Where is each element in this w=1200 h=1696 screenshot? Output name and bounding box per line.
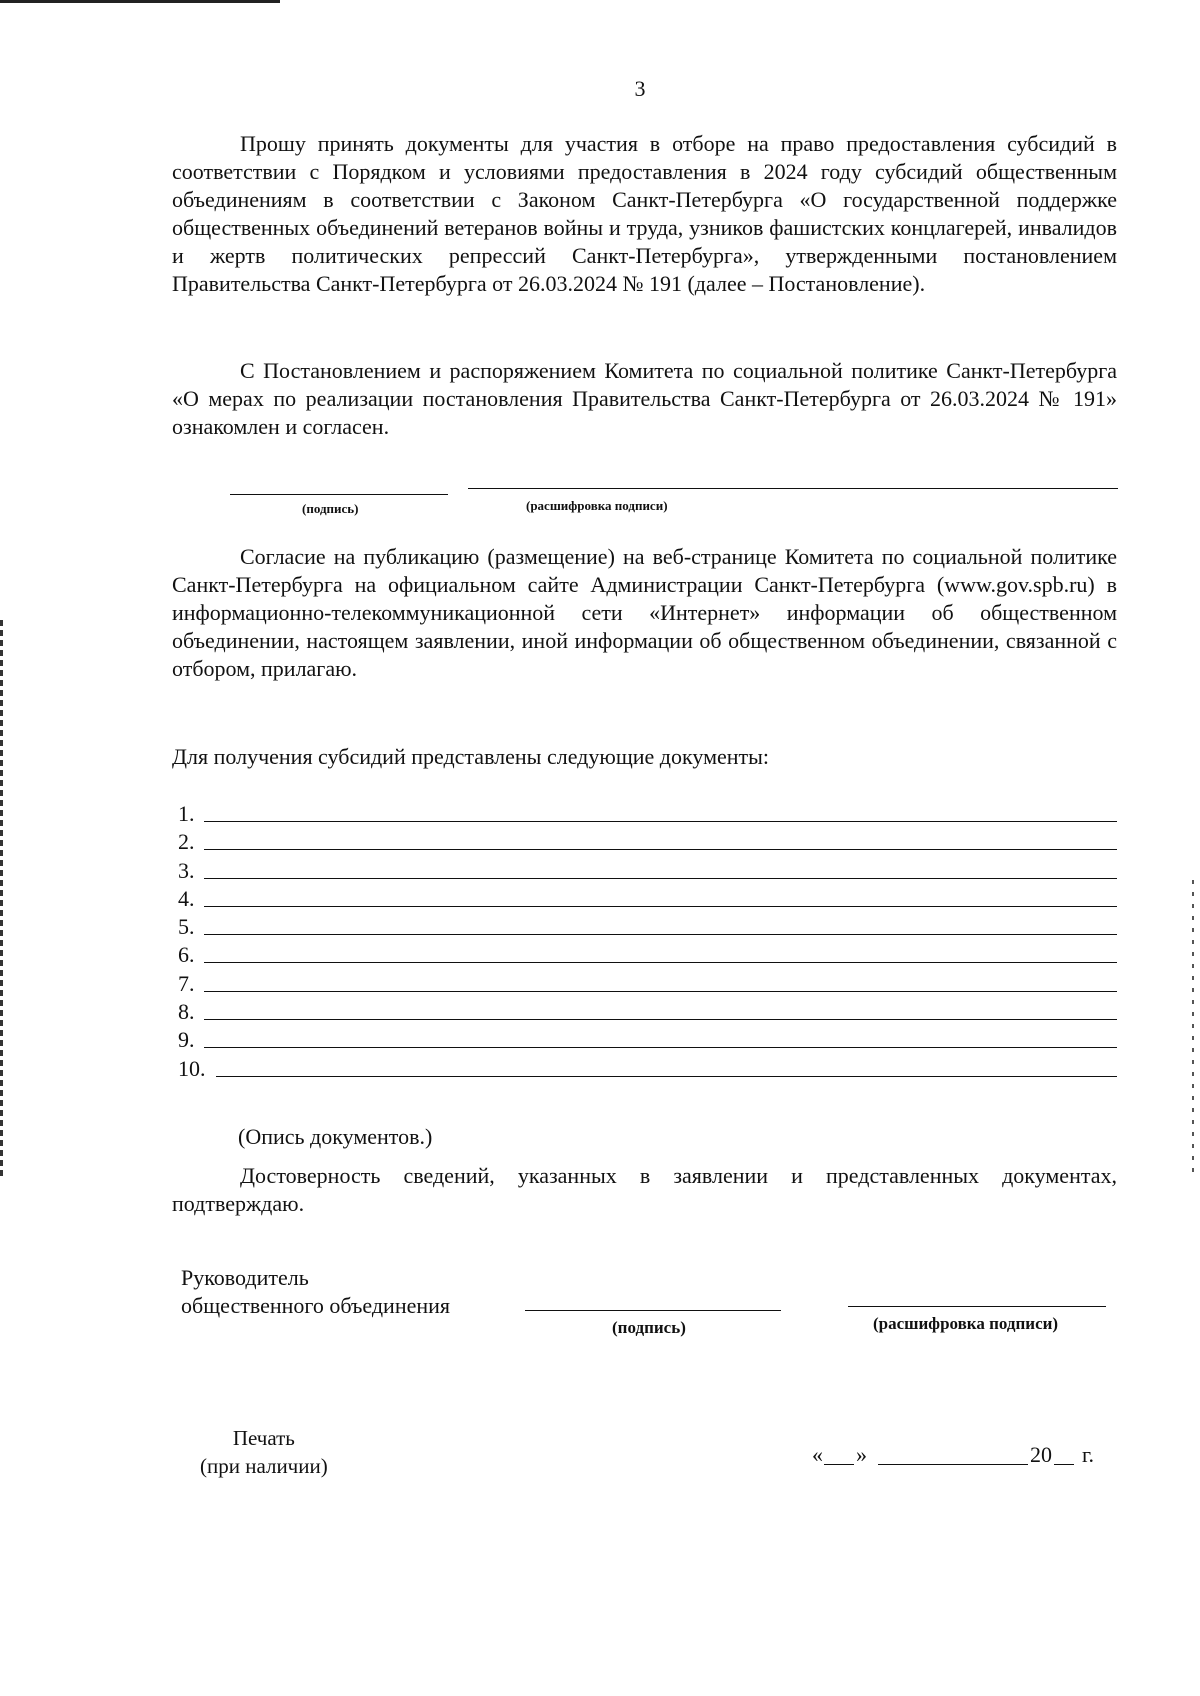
head-label-line1: Руководитель bbox=[181, 1265, 309, 1290]
consent-first-line: Согласие на публикацию (размещение) на веб-странице Комитета по социальной bbox=[240, 544, 1023, 569]
request-first-line: Прошу принять документы для участия в отборе на право предоставления bbox=[240, 131, 996, 156]
document-item-number: 4. bbox=[178, 885, 195, 911]
head-label bbox=[181, 1264, 450, 1320]
document-item bbox=[172, 857, 1117, 885]
scan-edge-right bbox=[1192, 880, 1194, 1180]
scan-edge-top bbox=[0, 0, 280, 3]
confirmation-first-line: Достоверность сведений, указанных в заявлении и представленных документах, bbox=[240, 1163, 1117, 1188]
document-item-blank bbox=[204, 1047, 1117, 1048]
seal-block bbox=[200, 1424, 328, 1480]
document-item-number: 6. bbox=[178, 942, 195, 968]
signature-decoding-caption: (расшифровка подписи) bbox=[526, 498, 668, 513]
document-item-blank bbox=[204, 849, 1117, 850]
document-item-number: 9. bbox=[178, 1027, 195, 1053]
document-item-blank bbox=[204, 962, 1117, 963]
inventory-note: (Опись документов.) bbox=[238, 1124, 433, 1149]
document-item-number: 8. bbox=[178, 999, 195, 1025]
date-open-quote: « bbox=[812, 1442, 823, 1467]
document-item-number: 7. bbox=[178, 970, 195, 996]
signature-line bbox=[230, 494, 448, 495]
document-item-blank bbox=[204, 878, 1117, 879]
first-signature-block bbox=[230, 488, 1120, 528]
date-day-blank bbox=[824, 1464, 854, 1465]
signature-caption: (подпись) bbox=[302, 501, 359, 516]
date-year-blank bbox=[1054, 1464, 1074, 1465]
date-year-prefix: 20 bbox=[1030, 1442, 1052, 1467]
acknowledgement-text: Санкт-Петербурга «О мерах по реализации постановления Правительства Санкт-Петербурга от 26.03.2024 № 191» ознакомлен и согласен. bbox=[172, 358, 1118, 439]
document-item bbox=[172, 970, 1117, 998]
consent-text: политике Санкт-Петербурга на официальном сайте Администрации Санкт-Петербурга (www.gov.spb.ru) в информационно-телекоммуникационной сети «Интернет» информации об общественном объединении, настоящем заявлении, иной информации об общественном объединении, связанной с отбором, прилагаю. bbox=[172, 544, 1117, 681]
document-item-blank bbox=[204, 991, 1117, 992]
document-item bbox=[172, 828, 1117, 856]
document-item bbox=[172, 941, 1117, 969]
consent-paragraph bbox=[172, 543, 1117, 683]
document-item-blank bbox=[204, 906, 1117, 907]
head-signature-line bbox=[525, 1310, 781, 1311]
request-paragraph bbox=[172, 130, 1117, 298]
head-decoding-line bbox=[848, 1306, 1106, 1307]
document-item-number: 1. bbox=[178, 801, 195, 826]
head-decoding-caption: (расшифровка подписи) bbox=[873, 1314, 1059, 1333]
date-month-blank bbox=[878, 1464, 1028, 1465]
scan-edge-left bbox=[0, 620, 3, 1180]
head-label-line2: общественного объединения bbox=[181, 1293, 451, 1318]
date-field bbox=[812, 1442, 1102, 1472]
request-text: субсидий в соответствии с Порядком и условиями предоставления в 2024 году субсидий общественным объединениям в соответствии с Законом Санкт-Петербурга «О государственной поддержке общественных объединений ветеранов войны и труда, узников фашистских концлагерей, инвалидов и жертв политических репрессий Санкт-Петербурга», утвержденными постановлением Правительства Санкт-Петербурга от 26.03.2024 № 191 (далее – Постановление). bbox=[172, 131, 1117, 296]
seal-label: Печать bbox=[232, 1426, 295, 1450]
seal-note: (при наличии) bbox=[200, 1454, 328, 1478]
page-number: 3 bbox=[634, 76, 646, 101]
confirmation-paragraph bbox=[172, 1162, 1117, 1218]
date-year-suffix: г. bbox=[1082, 1442, 1095, 1467]
acknowledgement-paragraph bbox=[172, 357, 1117, 441]
document-item-number: 3. bbox=[178, 857, 195, 883]
confirmation-text: подтверждаю. bbox=[172, 1191, 305, 1216]
document-item bbox=[172, 913, 1117, 941]
document-item-number: 10. bbox=[178, 1055, 206, 1081]
document-item-blank bbox=[216, 1076, 1117, 1077]
document-item bbox=[172, 1055, 1117, 1083]
acknowledgement-first-line: С Постановлением и распоряжением Комитета по социальной политике bbox=[240, 358, 938, 383]
documents-list bbox=[172, 800, 1117, 1083]
signature-decoding-line bbox=[468, 488, 1118, 489]
document-item-blank bbox=[204, 934, 1117, 935]
document-item bbox=[172, 800, 1117, 828]
document-item bbox=[172, 998, 1117, 1026]
document-item-blank bbox=[204, 1019, 1117, 1020]
document-item-blank bbox=[204, 821, 1117, 822]
document-item-number: 5. bbox=[178, 914, 195, 940]
documents-title: Для получения субсидий представлены следующие документы: bbox=[172, 744, 770, 769]
document-item bbox=[172, 1026, 1117, 1054]
head-signature-caption: (подпись) bbox=[612, 1318, 686, 1337]
date-close-quote: » bbox=[856, 1442, 867, 1467]
document-item-number: 2. bbox=[178, 829, 195, 855]
document-item bbox=[172, 885, 1117, 913]
